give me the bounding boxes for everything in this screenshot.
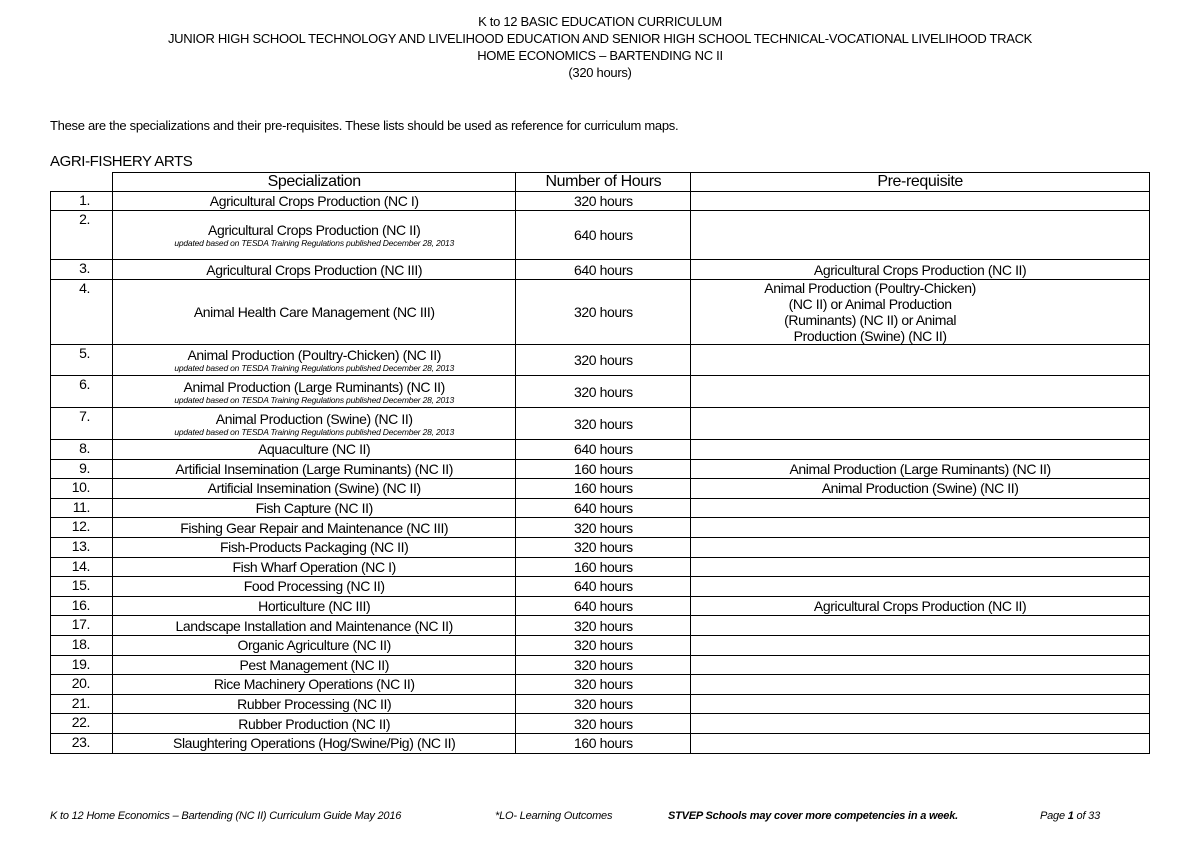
row-number: 11. xyxy=(51,498,113,518)
hours-cell: 640 hours xyxy=(516,498,691,518)
intro-text: These are the specializations and their pre-requisites. These lists should be used as reference for curriculum maps. xyxy=(50,118,679,133)
specialization-name: Agricultural Crops Production (NC II) xyxy=(208,222,421,238)
specialization-name: Organic Agriculture (NC II) xyxy=(237,637,391,654)
table-row xyxy=(51,280,1150,345)
specialization-name: Fish Capture (NC II) xyxy=(255,500,373,517)
specialization-name: Fish-Products Packaging (NC II) xyxy=(220,539,409,556)
footer-page-number xyxy=(1040,810,1100,822)
table-row xyxy=(51,557,1150,577)
row-number: 7. xyxy=(51,408,113,440)
hours-cell: 320 hours xyxy=(516,714,691,734)
specialization-cell xyxy=(112,479,515,499)
table-row xyxy=(51,675,1150,695)
specialization-cell xyxy=(112,616,515,636)
prerequisite-cell xyxy=(691,675,1150,695)
specialization-cell xyxy=(112,557,515,577)
specialization-name: Animal Production (Poultry-Chicken) (NC II) xyxy=(187,347,441,363)
specialization-name: Pest Management (NC II) xyxy=(239,656,389,673)
page-total: of 33 xyxy=(1073,810,1100,822)
row-number: 1. xyxy=(51,192,113,211)
specialization-cell xyxy=(112,211,515,260)
row-number: 20. xyxy=(51,675,113,695)
table-row xyxy=(51,479,1150,499)
row-number: 2. xyxy=(51,211,113,260)
specialization-name: Rubber Processing (NC II) xyxy=(237,696,392,713)
row-number: 23. xyxy=(51,733,113,753)
specialization-name: Rice Machinery Operations (NC II) xyxy=(213,676,415,693)
hours-cell: 320 hours xyxy=(516,376,691,408)
hours-cell: 640 hours xyxy=(516,260,691,280)
prerequisite-cell xyxy=(691,345,1150,376)
header-hours: Number of Hours xyxy=(516,173,691,192)
table-row xyxy=(51,694,1150,714)
specialization-name: Landscape Installation and Maintenance (NC II) xyxy=(175,617,453,634)
table-row xyxy=(51,635,1150,655)
specialization-cell xyxy=(112,635,515,655)
row-number: 8. xyxy=(51,440,113,460)
hours-cell: 160 hours xyxy=(516,479,691,499)
hours-cell: 640 hours xyxy=(516,211,691,260)
table-row xyxy=(51,211,1150,260)
page-prefix: Page xyxy=(1040,810,1068,822)
specialization-cell xyxy=(112,577,515,597)
hours-cell: 160 hours xyxy=(516,733,691,753)
specialization-name: Animal Health Care Management (NC III) xyxy=(193,304,435,320)
specialization-name: Food Processing (NC II) xyxy=(243,578,385,595)
hours-cell: 320 hours xyxy=(516,675,691,695)
footer-stvep-note: STVEP Schools may cover more competencies in a week. xyxy=(668,810,958,822)
specialization-cell xyxy=(112,459,515,479)
hours-cell: 320 hours xyxy=(516,408,691,440)
hours-cell: 320 hours xyxy=(516,616,691,636)
hours-cell: 640 hours xyxy=(516,577,691,597)
row-number: 14. xyxy=(51,557,113,577)
table-row xyxy=(51,408,1150,440)
specialization-note: updated based on TESDA Training Regulations published December 28, 2013 xyxy=(174,238,455,248)
specialization-cell xyxy=(112,498,515,518)
row-number: 13. xyxy=(51,537,113,557)
specialization-cell xyxy=(112,733,515,753)
specialization-name: Artificial Insemination (Large Ruminants) (NC II) xyxy=(175,460,454,477)
row-number: 12. xyxy=(51,518,113,538)
doc-subtitle: JUNIOR HIGH SCHOOL TECHNOLOGY AND LIVELIHOOD EDUCATION AND SENIOR HIGH SCHOOL TECHNICAL-VOCATIONAL LIVELIHOOD TRACK xyxy=(167,31,1033,46)
row-number: 4. xyxy=(51,280,113,345)
row-number: 18. xyxy=(51,635,113,655)
table-row xyxy=(51,498,1150,518)
specialization-name: Rubber Production (NC II) xyxy=(238,715,391,732)
specialization-cell xyxy=(112,192,515,211)
prerequisite-cell: Agricultural Crops Production (NC II) xyxy=(691,596,1150,616)
row-number: 16. xyxy=(51,596,113,616)
prerequisite-cell: Agricultural Crops Production (NC II) xyxy=(691,260,1150,280)
row-number: 17. xyxy=(51,616,113,636)
page-num: 1 xyxy=(1067,810,1074,822)
row-number: 19. xyxy=(51,655,113,675)
specialization-name: Animal Production (Large Ruminants) (NC II) xyxy=(183,378,445,395)
prerequisite-cell xyxy=(691,557,1150,577)
table-row xyxy=(51,345,1150,376)
specialization-cell xyxy=(112,596,515,616)
specialization-cell xyxy=(112,518,515,538)
specialization-name: Slaughtering Operations (Hog/Swine/Pig) (NC II) xyxy=(173,735,456,752)
hours-cell: 160 hours xyxy=(516,459,691,479)
specialization-name: Aquaculture (NC II) xyxy=(258,441,371,458)
table-row xyxy=(51,192,1150,211)
table-row xyxy=(51,518,1150,538)
specialization-cell xyxy=(112,345,515,376)
specialization-cell xyxy=(112,537,515,557)
section-title: AGRI-FISHERY ARTS xyxy=(50,153,193,170)
prerequisite-cell xyxy=(691,211,1150,260)
header-specialization: Specialization xyxy=(112,173,515,192)
hours-cell: 320 hours xyxy=(516,694,691,714)
specialization-cell xyxy=(112,655,515,675)
table-row xyxy=(51,616,1150,636)
specialization-cell xyxy=(112,260,515,280)
prerequisite-cell xyxy=(691,408,1150,440)
row-number: 5. xyxy=(51,345,113,376)
prerequisite-cell: Animal Production (Swine) (NC II) xyxy=(691,479,1150,499)
hours-cell: 320 hours xyxy=(516,655,691,675)
table-row xyxy=(51,459,1150,479)
hours-cell: 320 hours xyxy=(516,537,691,557)
row-number: 3. xyxy=(51,260,113,280)
hours-cell: 640 hours xyxy=(516,440,691,460)
row-number: 6. xyxy=(51,376,113,408)
prerequisite-cell xyxy=(691,714,1150,734)
prerequisite-cell xyxy=(691,376,1150,408)
table-row xyxy=(51,733,1150,753)
prerequisite-cell: Animal Production (Poultry-Chicken) (NC II) or Animal Production (Ruminants) (NC II) or Animal Production (Swine) (NC II) xyxy=(691,280,1150,345)
hours-cell: 320 hours xyxy=(516,518,691,538)
specialization-name: Agricultural Crops Production (NC III) xyxy=(206,261,423,278)
table-row xyxy=(51,714,1150,734)
table-row xyxy=(51,537,1150,557)
row-number: 15. xyxy=(51,577,113,597)
prerequisite-cell xyxy=(691,655,1150,675)
specialization-cell xyxy=(112,280,515,345)
header-prerequisite: Pre-requisite xyxy=(691,173,1150,192)
specialization-cell xyxy=(112,714,515,734)
hours-cell: 160 hours xyxy=(516,557,691,577)
prerequisite-cell xyxy=(691,577,1150,597)
specialization-name: Agricultural Crops Production (NC I) xyxy=(209,193,419,209)
specialization-cell xyxy=(112,408,515,440)
prerequisite-cell xyxy=(691,498,1150,518)
specialization-name: Artificial Insemination (Swine) (NC II) xyxy=(207,480,421,497)
specialization-cell xyxy=(112,376,515,408)
hours-cell: 320 hours xyxy=(516,192,691,211)
row-number: 21. xyxy=(51,694,113,714)
specialization-name: Fishing Gear Repair and Maintenance (NC III) xyxy=(180,519,449,536)
prerequisite-cell: Animal Production (Large Ruminants) (NC II) xyxy=(691,459,1150,479)
specialization-name: Horticulture (NC III) xyxy=(258,598,371,615)
table-row xyxy=(51,440,1150,460)
prerequisite-cell xyxy=(691,440,1150,460)
table-header-row xyxy=(51,173,1150,192)
specialization-name: Animal Production (Swine) (NC II) xyxy=(215,410,413,427)
specialization-cell xyxy=(112,675,515,695)
hours-cell: 320 hours xyxy=(516,280,691,345)
table-row xyxy=(51,376,1150,408)
hours-cell: 640 hours xyxy=(516,596,691,616)
prerequisite-cell xyxy=(691,616,1150,636)
specialization-cell xyxy=(112,694,515,714)
row-number: 10. xyxy=(51,479,113,499)
table-row xyxy=(51,260,1150,280)
table-row xyxy=(51,577,1150,597)
table-row xyxy=(51,655,1150,675)
hours-cell: 320 hours xyxy=(516,635,691,655)
prerequisite-cell xyxy=(691,518,1150,538)
specialization-note: updated based on TESDA Training Regulations published December 28, 2013 xyxy=(174,394,455,405)
specialization-cell xyxy=(112,440,515,460)
row-number: 22. xyxy=(51,714,113,734)
prerequisite-cell xyxy=(691,537,1150,557)
specialization-table xyxy=(50,172,1150,754)
prerequisite-cell xyxy=(691,192,1150,211)
doc-program: HOME ECONOMICS – BARTENDING NC II xyxy=(477,48,723,63)
prerequisite-cell xyxy=(691,733,1150,753)
header-blank xyxy=(51,173,113,192)
specialization-name: Fish Wharf Operation (NC I) xyxy=(232,558,396,575)
doc-title: K to 12 BASIC EDUCATION CURRICULUM xyxy=(478,14,722,29)
footer-lo-note: *LO- Learning Outcomes xyxy=(495,810,613,822)
footer-guide: K to 12 Home Economics – Bartending (NC II) Curriculum Guide May 2016 xyxy=(50,810,402,822)
specialization-note: updated based on TESDA Training Regulations published December 28, 2013 xyxy=(174,426,455,437)
prerequisite-cell xyxy=(691,694,1150,714)
specialization-note: updated based on TESDA Training Regulations published December 28, 2013 xyxy=(174,363,455,373)
table-row xyxy=(51,596,1150,616)
hours-cell: 320 hours xyxy=(516,345,691,376)
prerequisite-cell xyxy=(691,635,1150,655)
doc-hours: (320 hours) xyxy=(568,65,632,80)
row-number: 9. xyxy=(51,459,113,479)
